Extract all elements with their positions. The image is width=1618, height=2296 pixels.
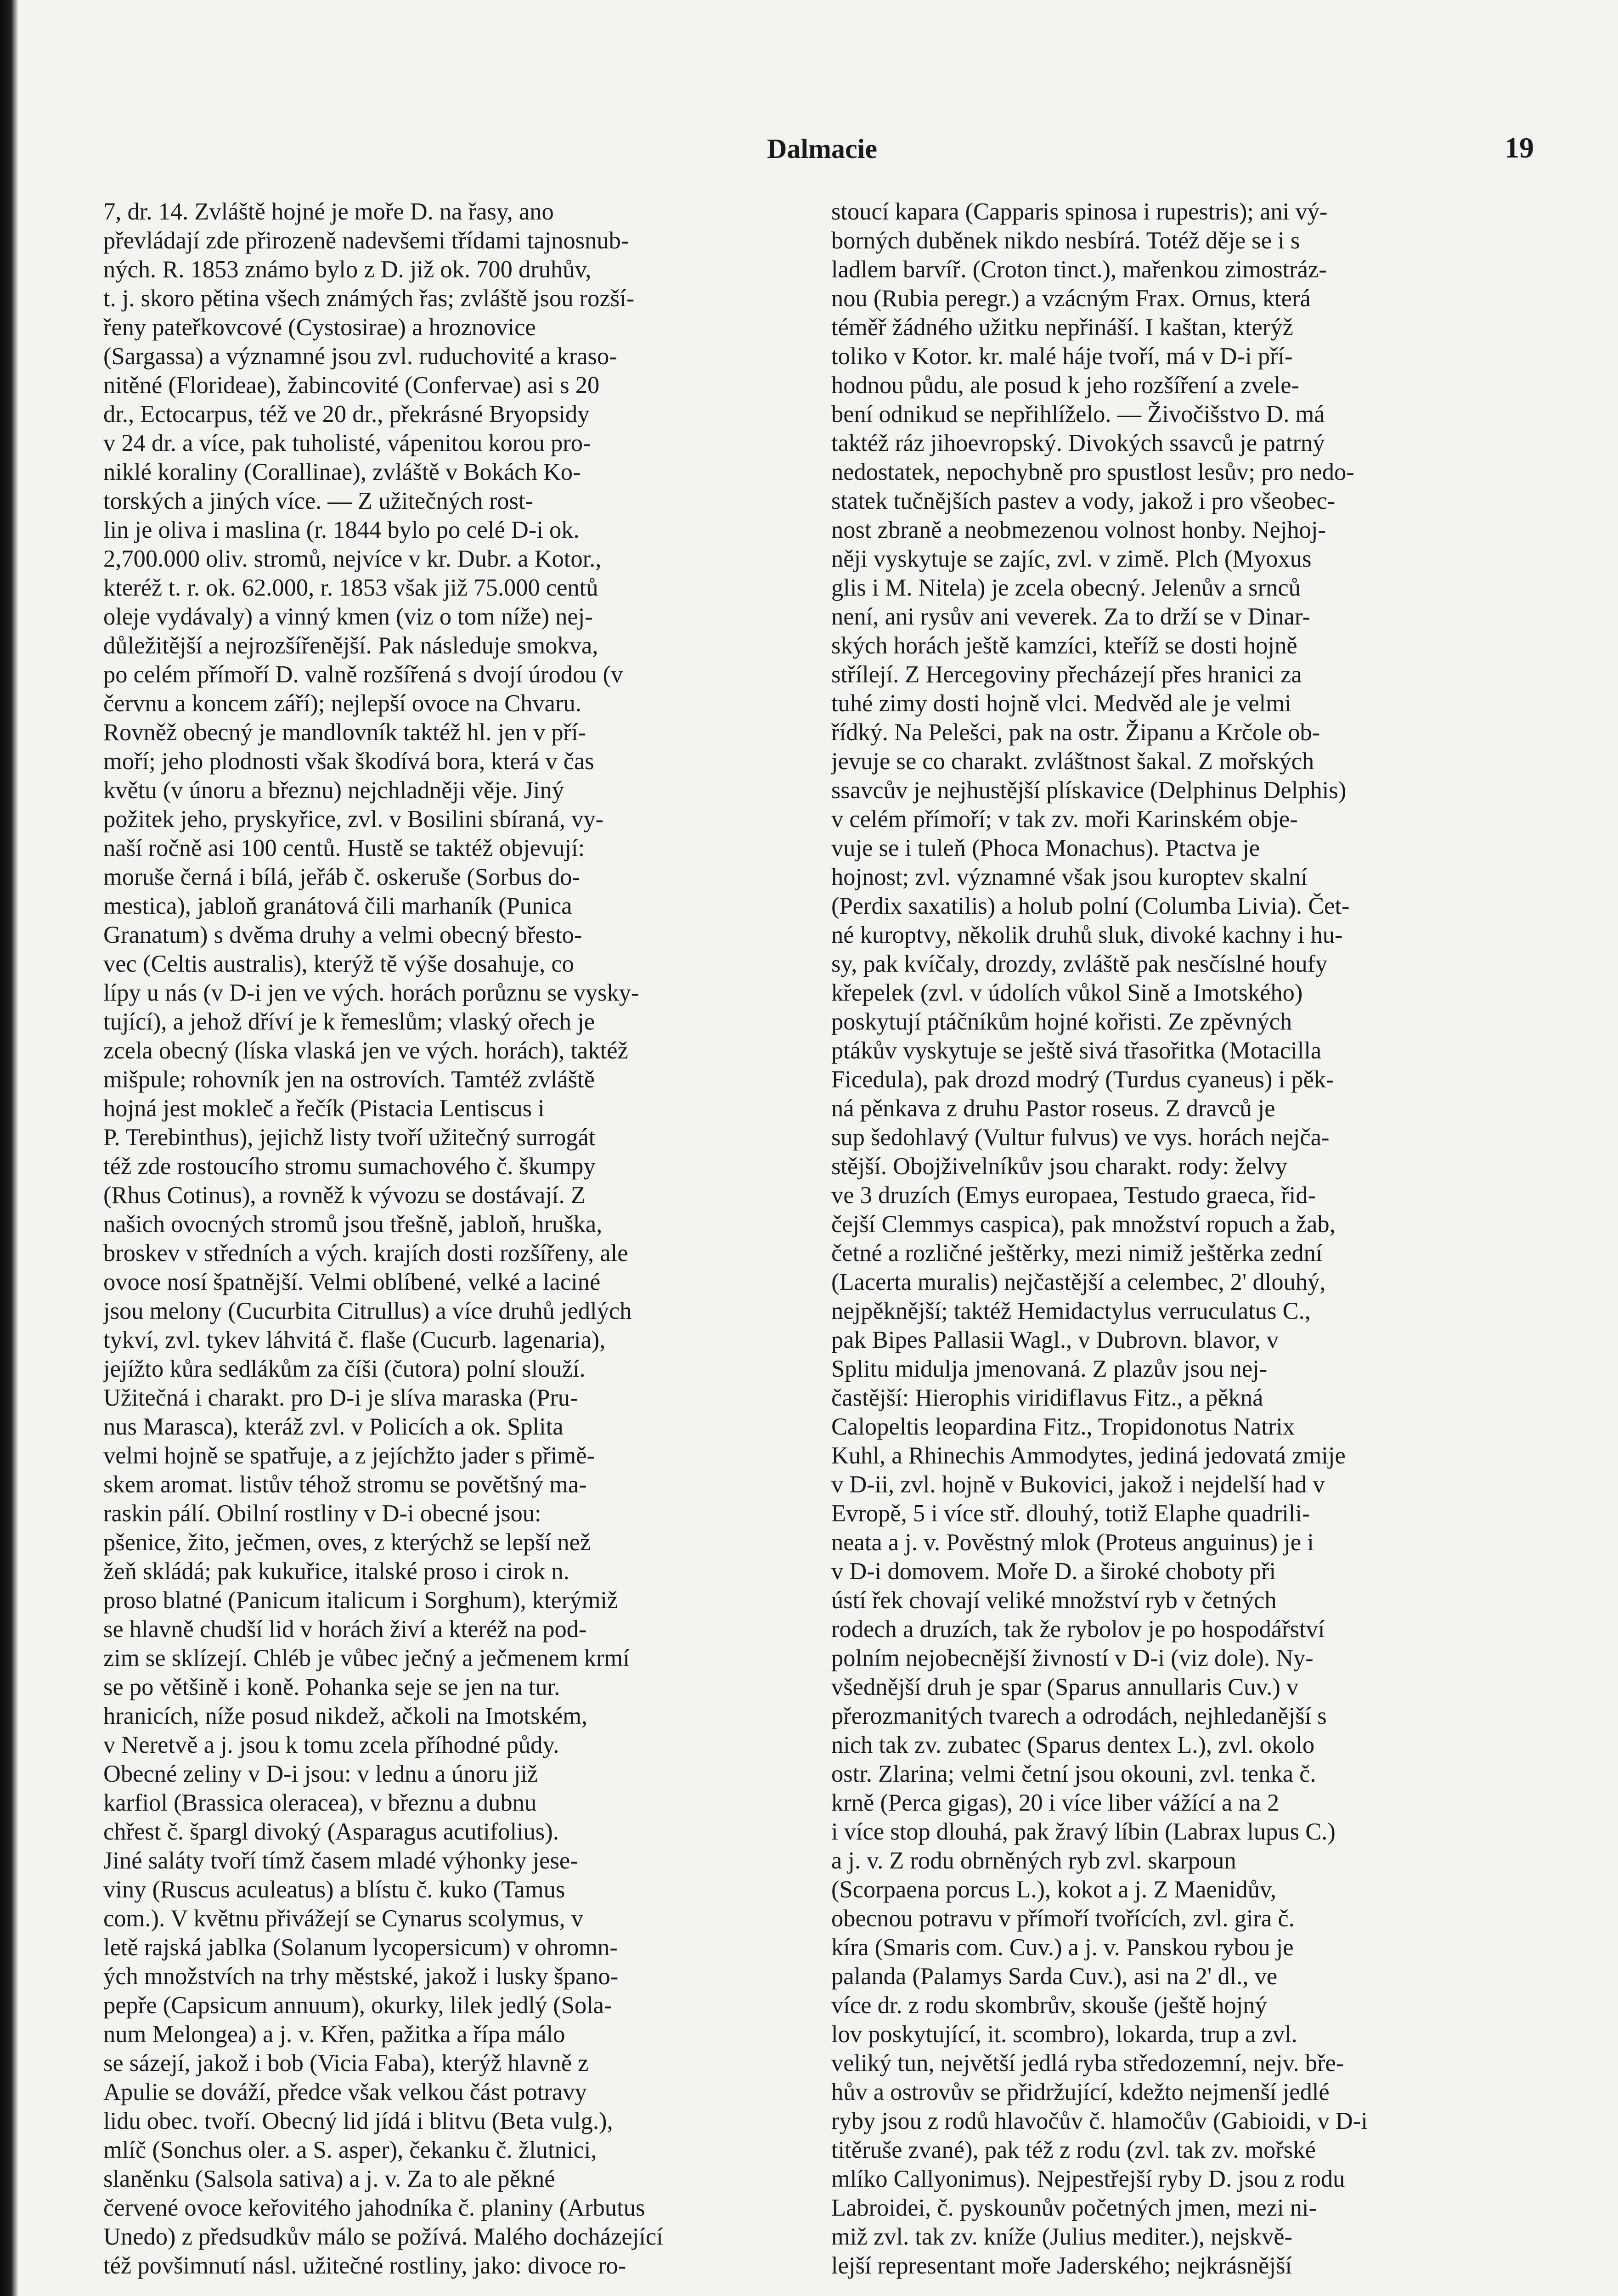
text-line: se po většině i koně. Pohanka seje se jen na tur. <box>103 1674 560 1700</box>
text-line: Ficedula), pak drozd modrý (Turdus cyaneus) i pěk- <box>831 1066 1334 1093</box>
text-line: 2,700.000 oliv. stromů, nejvíce v kr. Dubr. a Kotor., <box>103 546 602 572</box>
text-line: ných. R. 1853 známo bylo z D. již ok. 700 druhův, <box>103 256 592 283</box>
text-line: ústí řek chovají veliké množství ryb v četných <box>831 1587 1277 1614</box>
text-line: červené ovoce keřovitého jahodníka č. planiny (Arbutus <box>103 2195 645 2221</box>
text-line: se hlavně chudší lid v horách živí a kteréž na pod- <box>103 1616 587 1643</box>
text-line: glis i M. Nitela) je zcela obecný. Jelenův a srnců <box>831 574 1301 601</box>
text-line: (Lacerta muralis) nejčastější a celembec, 2' dlouhý, <box>831 1269 1326 1295</box>
text-line: žeň skládá; pak kukuřice, italské proso i cirok n. <box>103 1558 569 1585</box>
text-line: tující), a jehož dříví je k řemeslům; vlaský ořech je <box>103 1008 595 1035</box>
text-line: Obecné zeliny v D-i jsou: v lednu a únoru již <box>103 1761 538 1787</box>
text-line: v Neretvě a j. jsou k tomu zcela příhodné půdy. <box>103 1732 559 1758</box>
text-line: jevuje se co charakt. zvláštnost šakal. Z mořských <box>831 748 1314 775</box>
text-line: raskin pálí. Obilní rostliny v D-i obecné jsou: <box>103 1500 541 1527</box>
text-line: velmi hojně se spatřuje, a z jejíchžto jader s přimě- <box>103 1442 595 1469</box>
text-line: (Perdix saxatilis) a holub polní (Columba Livia). Čet- <box>831 893 1350 919</box>
text-line: slaněnku (Salsola sativa) a j. v. Za to ale pěkné <box>103 2166 555 2192</box>
text-line: nus Marasca), kteráž zvl. v Policích a ok. Splita <box>103 1413 564 1440</box>
text-line: nich tak zv. zubatec (Sparus dentex L.), zvl. okolo <box>831 1732 1315 1758</box>
text-line: hodnou půdu, ale posud k jeho rozšíření a zvele- <box>831 372 1300 399</box>
text-line: hův a ostrovův se přidržující, kdežto nejmenší jedlé <box>831 2079 1330 2105</box>
text-line: oleje vydávaly) a vinný kmen (viz o tom níže) nej- <box>103 603 593 630</box>
text-line: pšenice, žito, ječmen, oves, z kterýchž se lepší než <box>103 1529 591 1556</box>
text-line: tuhé zimy dosti hojně vlci. Medvěd ale je velmi <box>831 690 1291 717</box>
text-line: chřest č. špargl divoký (Asparagus acutifolius). <box>103 1818 559 1845</box>
text-line: květu (v únoru a březnu) nejchladněji věje. Jiný <box>103 777 564 804</box>
text-line: kteréž t. r. ok. 62.000, r. 1853 však již 75.000 centů <box>103 574 598 601</box>
text-line: něji vyskytuje se zajíc, zvl. v zimě. Plch (Myoxus <box>831 546 1312 572</box>
text-line: tykví, zvl. tykev láhvitá č. flaše (Cucurb. lagenaria), <box>103 1327 606 1353</box>
text-line: častější: Hierophis viridiflavus Fitz., a pěkná <box>831 1384 1263 1411</box>
text-line: ryby jsou z rodů hlavočův č. hlamočův (Gabioidi, v D-i <box>831 2108 1368 2134</box>
text-line: veliký tun, největší jedlá ryba středozemní, nejv. bře- <box>831 2050 1344 2077</box>
text-line: zim se sklízejí. Chléb je vůbec ječný a ječmenem krmí <box>103 1645 630 1671</box>
text-line: mlíč (Sonchus oler. a S. asper), čekanku č. žlutnici, <box>103 2137 597 2163</box>
text-line: se sázejí, jakož i bob (Vicia Faba), kterýž hlavně z <box>103 2050 589 2077</box>
text-line: střílejí. Z Hercegoviny přecházejí přes hranici za <box>831 661 1302 688</box>
text-line: Apulie se dováží, předce však velkou část potravy <box>103 2079 587 2105</box>
text-line: karfiol (Brassica oleracea), v březnu a dubnu <box>103 1790 537 1816</box>
text-line: lov poskytující, it. scombro), lokarda, trup a zvl. <box>831 2021 1297 2048</box>
text-line: naší ročně asi 100 centů. Hustě se taktéž objevují: <box>103 835 585 861</box>
text-line: Unedo) z předsudkův málo se požívá. Malého docházející <box>103 2223 663 2250</box>
text-line: četné a rozličné ještěrky, mezi nimiž ještěrka zední <box>831 1240 1323 1266</box>
text-line: proso blatné (Panicum italicum i Sorghum), kterýmiž <box>103 1587 618 1614</box>
text-line: sup šedohlavý (Vultur fulvus) ve vys. horách nejča- <box>831 1124 1330 1151</box>
text-line: dr., Ectocarpus, též ve 20 dr., překrásné Bryopsidy <box>103 401 590 428</box>
text-line: (Scorpaena porcus L.), kokot a j. Z Maenidův, <box>831 1876 1277 1903</box>
text-line: mestica), jabloň granátová čili marhaník (Punica <box>103 893 572 919</box>
text-line: (Sargassa) a významné jsou zvl. ruduchovité a kraso- <box>103 343 617 370</box>
text-line: v D-i domovem. Moře D. a široké choboty při <box>831 1558 1276 1585</box>
text-line: toliko v Kotor. kr. malé háje tvoří, má v D-i pří- <box>831 343 1293 370</box>
text-line: i více stop dlouhá, pak žravý líbin (Labrax lupus C.) <box>831 1818 1336 1845</box>
text-line: hojnost; zvl. významné však jsou kuroptev skalní <box>831 864 1308 890</box>
text-line: stoucí kapara (Capparis spinosa i rupestris); ani vý- <box>831 198 1328 225</box>
text-line: požitek jeho, pryskyřice, zvl. v Bosilini sbíraná, vy- <box>103 806 604 833</box>
text-line: lin je oliva i maslina (r. 1844 bylo po celé D-i ok. <box>103 517 580 543</box>
text-line: Jiné saláty tvoří tímž časem mladé výhonky jese- <box>103 1847 578 1874</box>
text-line: lípy u nás (v D-i jen ve vých. horách porůznu se vysky- <box>103 979 639 1006</box>
text-line: miž zvl. tak zv. kníže (Julius mediter.), nejskvě- <box>831 2223 1293 2250</box>
text-line: pepře (Capsicum annuum), okurky, lilek jedlý (Sola- <box>103 1992 612 2019</box>
text-line: více dr. z rodu skombrův, skouše (ještě hojný <box>831 1992 1267 2019</box>
text-line: hojná jest mokleč a řečík (Pistacia Lentiscus i <box>103 1095 545 1122</box>
text-line: lejší representant moře Jaderského; nejkrásnější <box>831 2252 1292 2279</box>
text-line: ských horách ještě kamzíci, kteříž se dosti hojně <box>831 632 1297 659</box>
text-line: ovoce nosí špatnější. Velmi oblíbené, velké a laciné <box>103 1269 601 1295</box>
text-line: Splitu midulja jmenovaná. Z plazův jsou nej- <box>831 1356 1268 1382</box>
text-line: ptákův vyskytuje se ještě sivá třasořitka (Motacilla <box>831 1037 1322 1064</box>
text-line: není, ani rysův ani veverek. Za to drží se v Dinar- <box>831 603 1310 630</box>
text-line: téměř žádného užitku nepřináší. I kaštan, kterýž <box>831 314 1293 341</box>
text-line: v celém přímoří; v tak zv. moři Karinském obje- <box>831 806 1298 833</box>
text-line: kíra (Smaris com. Cuv.) a j. v. Panskou rybou je <box>831 1934 1294 1961</box>
running-head-title: Dalmacie <box>767 134 877 164</box>
text-line: červnu a koncem září); nejlepší ovoce na Chvaru. <box>103 690 581 717</box>
text-line: ve 3 druzích (Emys europaea, Testudo graeca, řid- <box>831 1182 1316 1209</box>
text-line: mlíko Callyonimus). Nejpestřejší ryby D. jsou z rodu <box>831 2166 1345 2192</box>
text-line: řídký. Na Pelešci, pak na ostr. Žipanu a Krčole ob- <box>831 719 1320 746</box>
text-line: niklé koraliny (Corallinae), zvláště v Bokách Ko- <box>103 459 581 485</box>
text-line: obecnou potravu v přímoří tvořících, zvl. gira č. <box>831 1905 1295 1932</box>
text-line: Labroidei, č. pyskounův početných jmen, mezi ni- <box>831 2195 1317 2221</box>
text-line: letě rajská jablka (Solanum lycopersicum) v ohromn- <box>103 1934 618 1961</box>
text-line: polním nejobecnější živností v D-i (viz dole). Ny- <box>831 1645 1314 1671</box>
text-line: krně (Perca gigas), 20 i více liber vážící a na 2 <box>831 1790 1280 1816</box>
text-line: nitěné (Florideae), žabincovité (Confervae) asi s 20 <box>103 372 600 399</box>
text-line: ých množstvích na trhy městské, jakož i lusky špano- <box>103 1963 619 1990</box>
text-line: com.). V květnu přivážejí se Cynarus scolymus, v <box>103 1905 583 1932</box>
text-line: 7, dr. 14. Zvláště hojné je moře D. na řasy, ano <box>103 198 554 225</box>
text-line: neata a j. v. Pověstný mlok (Proteus anguinus) je i <box>831 1529 1314 1556</box>
text-line: sy, pak kvíčaly, drozdy, zvláště pak nesčíslné houfy <box>831 951 1328 977</box>
text-line: moří; jeho plodnosti však škodívá bora, která v čas <box>103 748 594 775</box>
text-column-left <box>103 197 774 2280</box>
text-line: nejpěknější; taktéž Hemidactylus verruculatus C., <box>831 1298 1311 1324</box>
text-line: (Rhus Cotinus), a rovněž k vývozu se dostávají. Z <box>103 1182 586 1209</box>
text-line: Evropě, 5 i více stř. dlouhý, totiž Elaphe quadrili- <box>831 1500 1310 1527</box>
text-line: broskev v středních a vých. krajích dosti rozšířeny, ale <box>103 1240 628 1266</box>
text-line: Užitečná i charakt. pro D-i je slíva maraska (Pru- <box>103 1384 578 1411</box>
text-line: lidu obec. tvoří. Obecný lid jídá i blitvu (Beta vulg.), <box>103 2108 613 2134</box>
text-column-right <box>831 197 1502 2280</box>
text-line: statek tučnějších pastev a vody, jakož i pro všeobec- <box>831 488 1336 514</box>
text-line: křepelek (zvl. v údolích vůkol Sině a Imotského) <box>831 979 1303 1006</box>
text-line: t. j. skoro pětina všech známých řas; zvláště jsou rozší- <box>103 285 635 312</box>
text-line: po celém přímoří D. valně rozšířená s dvojí úrodou (v <box>103 661 623 688</box>
text-line: skem aromat. listův téhož stromu se povětšný ma- <box>103 1471 587 1498</box>
text-line: stější. Obojživelníkův jsou charakt. rody: želvy <box>831 1153 1287 1180</box>
text-line: jejížto kůra sedlákům za číši (čutora) polní slouží. <box>103 1356 586 1382</box>
text-line: rodech a druzích, tak že rybolov je po hospodářství <box>831 1616 1325 1643</box>
text-line: nou (Rubia peregr.) a vzácným Frax. Ornus, která <box>831 285 1311 312</box>
text-line: Granatum) s dvěma druhy a velmi obecný břesto- <box>103 922 582 948</box>
text-line: čejší Clemmys caspica), pak množství ropuch a žab, <box>831 1211 1336 1238</box>
text-line: převládají zde přirozeně nadevšemi třídami tajnosnub- <box>103 227 629 254</box>
text-line: ostr. Zlarina; velmi četní jsou okouni, zvl. tenka č. <box>831 1761 1316 1787</box>
text-line: též zde rostoucího stromu sumachového č. škumpy <box>103 1153 596 1180</box>
text-line: Calopeltis leopardina Fitz., Tropidonotus Natrix <box>831 1413 1295 1440</box>
text-line: poskytují ptáčníkům hojné kořisti. Ze zpěvných <box>831 1008 1292 1035</box>
text-line: viny (Ruscus aculeatus) a blístu č. kuko (Tamus <box>103 1876 565 1903</box>
text-line: vuje se i tuleň (Phoca Monachus). Ptactva je <box>831 835 1260 861</box>
text-line: vec (Celtis australis), kterýž tě výše dosahuje, co <box>103 951 574 977</box>
text-line: v D-ii, zvl. hojně v Bukovici, jakož i nejdelší had v <box>831 1471 1325 1498</box>
text-line: mišpule; rohovník jen na ostrovích. Tamtéž zvláště <box>103 1066 595 1093</box>
page-binding-edge <box>0 0 18 2296</box>
text-line: P. Terebinthus), jejichž listy tvoří užitečný surrogát <box>103 1124 596 1151</box>
text-line: řeny pateřkovcové (Cystosirae) a hroznovice <box>103 314 536 341</box>
text-line: hranicích, níže posud nikdež, ačkoli na Imotském, <box>103 1703 588 1729</box>
text-line: všednější druh je spar (Sparus annullaris Cuv.) v <box>831 1674 1299 1700</box>
text-line: Kuhl, a Rhinechis Ammodytes, jediná jedovatá zmije <box>831 1442 1346 1469</box>
text-line: taktéž ráz jihoevropský. Divokých ssavců je patrný <box>831 430 1325 456</box>
text-line: v 24 dr. a více, pak tuholisté, vápenitou korou pro- <box>103 430 591 456</box>
text-line: nost zbraně a neobmezenou volnost honby. Nejhoj- <box>831 517 1326 543</box>
text-line: Rovněž obecný je mandlovník taktéž hl. jen v pří- <box>103 719 586 746</box>
text-line: moruše černá i bílá, jeřáb č. oskeruše (Sorbus do- <box>103 864 581 890</box>
text-line: pak Bipes Pallasii Wagl., v Dubrovn. blavor, v <box>831 1327 1279 1353</box>
page-number: 19 <box>1505 131 1534 164</box>
text-line: též povšimnutí násl. užitečné rostliny, jako: divoce ro- <box>103 2252 626 2279</box>
text-line: a j. v. Z rodu obrněných ryb zvl. skarpoun <box>831 1847 1236 1874</box>
text-line: ssavcův je nejhustější plískavice (Delphinus Delphis) <box>831 777 1347 804</box>
text-line: torských a jiných více. — Z užitečných rost- <box>103 488 533 514</box>
text-line: ladlem barvíř. (Croton tinct.), mařenkou zimostráz- <box>831 256 1327 283</box>
text-line: ná pěnkava z druhu Pastor roseus. Z dravců je <box>831 1095 1275 1122</box>
text-line: důležitější a nejrozšířenější. Pak následuje smokva, <box>103 632 598 659</box>
text-line: bení odnikud se nepřihlíželo. — Živočišstvo D. má <box>831 401 1325 428</box>
text-line: titěruše zvané), pak též z rodu (zvl. tak zv. mořské <box>831 2137 1316 2163</box>
text-line: zcela obecný (líska vlaská jen ve vých. horách), taktéž <box>103 1037 628 1064</box>
text-line: palanda (Palamys Sarda Cuv.), asi na 2' dl., ve <box>831 1963 1278 1990</box>
text-line: né kuroptvy, několik druhů sluk, divoké kachny i hu- <box>831 922 1343 948</box>
text-line: nedostatek, nepochybně pro spustlost lesův; pro nedo- <box>831 459 1354 485</box>
text-line: našich ovocných stromů jsou třešně, jabloň, hruška, <box>103 1211 603 1238</box>
text-line: jsou melony (Cucurbita Citrullus) a více druhů jedlých <box>103 1298 632 1324</box>
text-line: borných duběnek nikdo nesbírá. Totéž děje se i s <box>831 227 1300 254</box>
text-line: přerozmanitých tvarech a odrodách, nejhledanější s <box>831 1703 1327 1729</box>
text-line: num Melongea) a j. v. Křen, pažitka a řípa málo <box>103 2021 565 2048</box>
